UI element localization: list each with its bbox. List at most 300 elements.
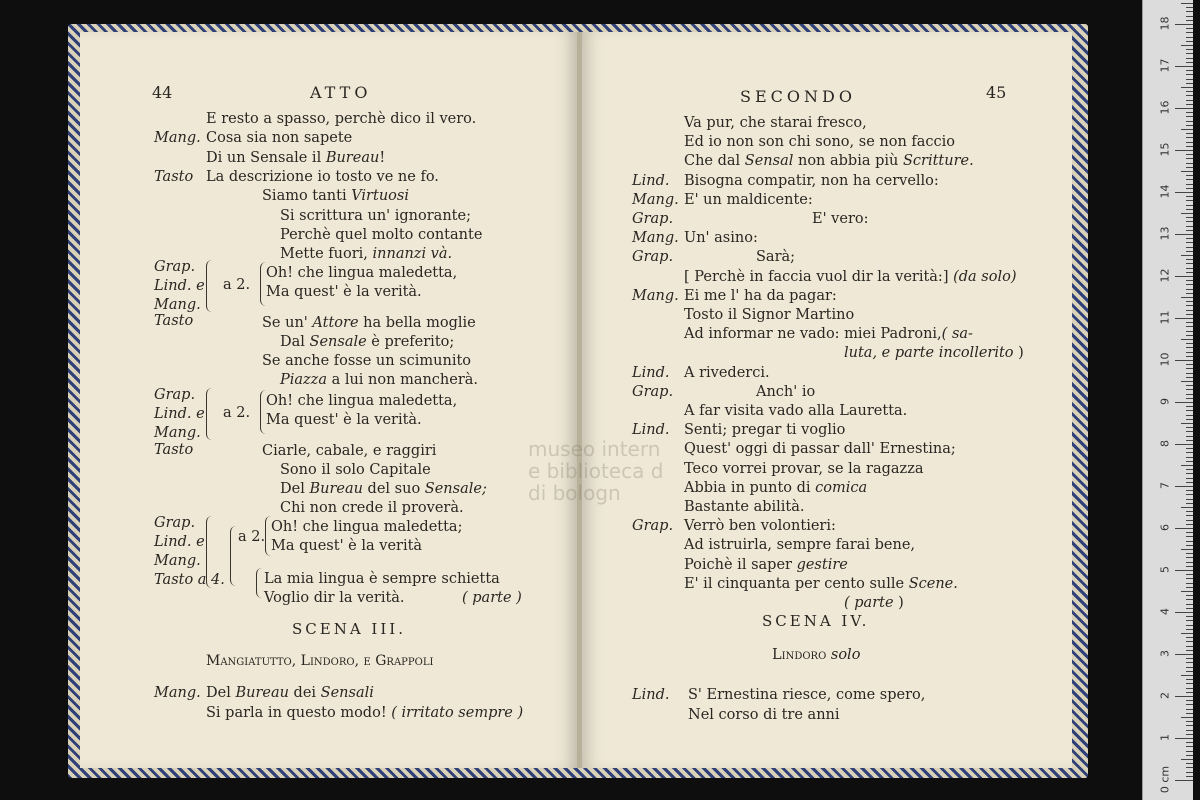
verse-italic: Scene. bbox=[908, 575, 958, 592]
ruler-tick bbox=[1181, 675, 1193, 676]
verse-text: Teco vorrei provar, se la ragazza bbox=[684, 460, 924, 477]
verse-italic: Sensali bbox=[320, 685, 374, 701]
verse-text: Sono il solo Capitale bbox=[280, 462, 431, 478]
ruler-tick bbox=[1181, 129, 1193, 130]
verse-line bbox=[280, 245, 452, 263]
ruler-tick bbox=[1186, 49, 1193, 50]
ruler-tick bbox=[1186, 11, 1193, 12]
verse-line bbox=[684, 268, 1016, 286]
ruler-tick bbox=[1186, 70, 1193, 71]
ruler-tick bbox=[1186, 608, 1193, 609]
ruler-tick bbox=[1186, 305, 1193, 306]
ruler-tick bbox=[1186, 58, 1193, 59]
ruler-tick bbox=[1186, 121, 1193, 122]
verse-text: del suo bbox=[362, 481, 425, 497]
verse-italic: Bureau bbox=[309, 481, 363, 497]
ruler-tick bbox=[1186, 259, 1193, 260]
verse-text: Di un Sensale il bbox=[206, 149, 326, 166]
ruler-tick bbox=[1186, 356, 1193, 357]
verse-line bbox=[280, 461, 431, 479]
verse-line: Oh! che lingua maledetta, bbox=[266, 393, 458, 409]
ruler-tick bbox=[1186, 713, 1193, 714]
ruler-tick bbox=[1186, 637, 1193, 638]
ruler-tick bbox=[1186, 41, 1193, 42]
ruler-label: 10 bbox=[1158, 352, 1172, 367]
ruler-tick bbox=[1186, 662, 1193, 663]
ruler-tick bbox=[1186, 566, 1193, 567]
verse-text: dei bbox=[288, 685, 321, 701]
verse-line bbox=[262, 352, 471, 370]
ruler-tick bbox=[1186, 692, 1193, 693]
verse-line bbox=[684, 114, 867, 132]
ruler-tick bbox=[1181, 255, 1193, 256]
verse-text: Se anche fosse un scimunito bbox=[262, 353, 472, 369]
ruler-tick bbox=[1186, 326, 1193, 327]
ruler-tick bbox=[1186, 536, 1193, 537]
ruler-tick bbox=[1186, 448, 1193, 449]
ruler-tick bbox=[1186, 280, 1193, 281]
verse-italic: innanzi và. bbox=[372, 246, 453, 263]
brace-mark bbox=[206, 388, 212, 440]
verse-text: Va pur, che starai fresco, bbox=[684, 115, 867, 131]
ruler-tick bbox=[1186, 74, 1193, 75]
ruler-tick bbox=[1175, 528, 1193, 529]
verse-text: [ Perchè in faccia vuol dir la verità:] bbox=[684, 268, 954, 285]
ruler-tick bbox=[1175, 24, 1193, 25]
brace-mark bbox=[256, 568, 262, 598]
speaker-label: Lind. e bbox=[154, 534, 205, 550]
ruler-label: 2 bbox=[1158, 692, 1172, 699]
ruler-tick bbox=[1186, 389, 1193, 390]
ruler-tick bbox=[1186, 562, 1193, 563]
ruler-tick bbox=[1186, 83, 1193, 84]
ruler-tick bbox=[1186, 541, 1193, 542]
ruler-tick bbox=[1186, 730, 1193, 731]
ruler-tick bbox=[1186, 322, 1193, 323]
verse-text: Cosa sia non sapete bbox=[206, 130, 353, 147]
ruler-label: 1 bbox=[1158, 734, 1172, 741]
ruler-tick bbox=[1186, 20, 1193, 21]
ruler-tick bbox=[1186, 268, 1193, 269]
ruler-tick bbox=[1186, 314, 1193, 315]
ruler-tick bbox=[1181, 465, 1193, 466]
ruler-tick bbox=[1186, 721, 1193, 722]
verse-line bbox=[280, 480, 487, 498]
verse-line bbox=[756, 383, 815, 401]
ruler-tick bbox=[1186, 725, 1193, 726]
ruler-tick bbox=[1186, 247, 1193, 248]
ruler-tick bbox=[1175, 192, 1193, 193]
speaker-label: Tasto bbox=[154, 313, 194, 329]
ruler-tick bbox=[1186, 625, 1193, 626]
ruler-tick bbox=[1186, 515, 1193, 516]
verse-line bbox=[684, 575, 958, 593]
ruler-tick bbox=[1186, 347, 1193, 348]
ruler-tick bbox=[1186, 658, 1193, 659]
ruler-tick bbox=[1175, 738, 1193, 739]
verse-italic: Sensale; bbox=[424, 481, 487, 497]
verse-line bbox=[684, 517, 836, 535]
ruler-tick bbox=[1186, 142, 1193, 143]
ruler-label: 13 bbox=[1158, 226, 1172, 241]
ruler-tick bbox=[1186, 641, 1193, 642]
running-head: SECONDO bbox=[740, 87, 856, 106]
ruler-tick bbox=[1181, 591, 1193, 592]
verse-text: non abbia più bbox=[793, 153, 903, 170]
verse-line bbox=[206, 110, 476, 128]
book-spread bbox=[68, 24, 1088, 778]
ruler-tick bbox=[1186, 520, 1193, 521]
verse-line bbox=[280, 371, 478, 389]
ruler-tick bbox=[1186, 461, 1193, 462]
ruler-tick bbox=[1186, 410, 1193, 411]
ruler-tick bbox=[1175, 108, 1193, 109]
ruler-tick bbox=[1186, 499, 1193, 500]
verse-line bbox=[684, 191, 813, 209]
scene-cast bbox=[772, 646, 860, 664]
verse-line bbox=[684, 152, 974, 170]
ruler-label: 17 bbox=[1158, 58, 1172, 73]
verse-text: Sarà; bbox=[756, 249, 796, 266]
ruler-tick bbox=[1186, 574, 1193, 575]
watermark-line: di bologn bbox=[528, 481, 621, 505]
verse-line bbox=[688, 706, 840, 724]
ruler-tick bbox=[1186, 62, 1193, 63]
ruler-tick bbox=[1186, 629, 1193, 630]
verse-text: Ad informar ne vado: miei Padroni, bbox=[684, 326, 942, 343]
ruler-tick bbox=[1186, 557, 1193, 558]
ruler-tick bbox=[1186, 226, 1193, 227]
brace-mark bbox=[206, 260, 212, 312]
verse-line bbox=[206, 129, 352, 147]
speaker-label: Mang. bbox=[154, 685, 201, 701]
speaker-label: Grap. bbox=[632, 249, 674, 266]
ruler-tick bbox=[1186, 7, 1193, 8]
ruler-tick bbox=[1175, 402, 1193, 403]
ruler-tick bbox=[1181, 297, 1193, 298]
verse-text: E' vero: bbox=[812, 211, 869, 227]
ruler-tick bbox=[1186, 415, 1193, 416]
verse-text: Un' asino: bbox=[684, 230, 758, 247]
verse-line bbox=[280, 333, 454, 351]
verse-text: E resto a spasso, perchè dico il vero. bbox=[206, 111, 477, 127]
ruler-label: 8 bbox=[1158, 440, 1172, 447]
ruler-tick bbox=[1186, 503, 1193, 504]
verse-line: La mia lingua è sempre schietta bbox=[264, 571, 500, 587]
ruler-tick bbox=[1186, 79, 1193, 80]
ruler-tick bbox=[1175, 486, 1193, 487]
ruler-tick bbox=[1186, 352, 1193, 353]
verse-italic: ( irritato sempre ) bbox=[391, 705, 524, 721]
ruler-tick bbox=[1186, 37, 1193, 38]
ruler-tick bbox=[1186, 238, 1193, 239]
verse-text: Bisogna compatir, non ha cervello: bbox=[684, 172, 939, 189]
verse-italic: ( sa- bbox=[941, 326, 973, 343]
ruler-tick bbox=[1186, 368, 1193, 369]
ruler-tick bbox=[1186, 671, 1193, 672]
ruler-tick bbox=[1186, 272, 1193, 273]
speaker-label: Mang. bbox=[154, 297, 201, 313]
ruler-tick bbox=[1186, 200, 1193, 201]
ruler-tick bbox=[1186, 511, 1193, 512]
ruler-tick bbox=[1186, 209, 1193, 210]
speaker-label: Mang. bbox=[154, 553, 201, 569]
speaker-label: Grap. bbox=[154, 259, 196, 275]
ruler-tick bbox=[1186, 179, 1193, 180]
speaker-label: Mang. bbox=[154, 425, 201, 441]
a-due-marker: a 2. bbox=[223, 277, 251, 293]
ruler-tick bbox=[1186, 373, 1193, 374]
ruler-tick bbox=[1186, 650, 1193, 651]
verse-text: A far visita vado alla Lauretta. bbox=[684, 403, 908, 419]
verse-line bbox=[684, 498, 805, 516]
verse-line bbox=[684, 306, 854, 324]
verse-italic: Bureau bbox=[325, 149, 380, 166]
ruler-tick bbox=[1186, 196, 1193, 197]
verse-line bbox=[684, 402, 907, 420]
watermark bbox=[528, 438, 663, 504]
verse-text: La descrizione io tosto ve ne fo. bbox=[206, 168, 439, 185]
ruler-tick bbox=[1186, 709, 1193, 710]
verse-line: Voglio dir la verità. bbox=[264, 590, 405, 606]
ruler-tick bbox=[1186, 301, 1193, 302]
scene-title: SCENA III. bbox=[292, 620, 406, 638]
verse-text: Senti; pregar ti voglio bbox=[684, 422, 846, 439]
ruler-tick bbox=[1186, 32, 1193, 33]
ruler-tick bbox=[1175, 570, 1193, 571]
verse-text: E' il cinquanta per cento sulle bbox=[684, 575, 909, 592]
ruler-label: 16 bbox=[1158, 100, 1172, 115]
ruler-tick bbox=[1186, 343, 1193, 344]
ruler-tick bbox=[1186, 16, 1193, 17]
ruler-tick bbox=[1186, 473, 1193, 474]
ruler-tick bbox=[1186, 419, 1193, 420]
ruler-tick bbox=[1186, 604, 1193, 605]
verse-text: Del bbox=[280, 481, 310, 497]
ruler-tick bbox=[1186, 776, 1193, 777]
verse-text: Poichè il saper bbox=[684, 556, 797, 573]
ruler-tick bbox=[1186, 310, 1193, 311]
ruler-tick bbox=[1186, 772, 1193, 773]
verse-text: ! bbox=[379, 149, 386, 166]
ruler-tick bbox=[1186, 532, 1193, 533]
scene-cast-note: solo bbox=[830, 647, 861, 663]
verse-italic: (da solo) bbox=[953, 268, 1017, 285]
ruler-tick bbox=[1181, 423, 1193, 424]
ruler-tick bbox=[1186, 751, 1193, 752]
left-page bbox=[80, 32, 577, 768]
verse-text: è preferito; bbox=[366, 334, 455, 350]
ruler-tick bbox=[1186, 230, 1193, 231]
ruler-tick bbox=[1186, 91, 1193, 92]
running-head: ATTO bbox=[310, 83, 372, 102]
measuring-ruler bbox=[1142, 0, 1193, 800]
ruler-tick bbox=[1175, 654, 1193, 655]
speaker-label: Lind. bbox=[632, 422, 670, 439]
verse-line bbox=[206, 684, 374, 702]
verse-line: Ma quest' è la verità. bbox=[266, 284, 422, 300]
verse-line bbox=[684, 364, 770, 382]
ruler-tick bbox=[1186, 251, 1193, 252]
verse-line: Oh! che lingua maledetta; bbox=[271, 519, 463, 535]
verse-text: Ad istruirla, sempre farai bene, bbox=[684, 537, 916, 554]
ruler-tick bbox=[1186, 175, 1193, 176]
ruler-tick bbox=[1186, 490, 1193, 491]
verse-text: Chi non crede il proverà. bbox=[280, 500, 464, 516]
verse-line bbox=[684, 460, 923, 478]
ruler-tick bbox=[1186, 478, 1193, 479]
verse-italic: luta, e parte incollerito bbox=[844, 345, 1014, 362]
ruler-tick bbox=[1186, 746, 1193, 747]
ruler-tick bbox=[1186, 545, 1193, 546]
ruler-tick bbox=[1186, 100, 1193, 101]
verse-line bbox=[684, 229, 758, 247]
verse-text: E' un maldicente: bbox=[684, 191, 813, 208]
speaker-label: Mang. bbox=[632, 230, 679, 247]
ruler-tick bbox=[1186, 377, 1193, 378]
ruler-label: 14 bbox=[1158, 184, 1172, 199]
ruler-tick bbox=[1186, 284, 1193, 285]
scene-cast: Mangiatutto, Lindoro, e Grappoli bbox=[206, 653, 434, 669]
speaker-label: Grap. bbox=[154, 515, 196, 531]
ruler-tick bbox=[1186, 188, 1193, 189]
ruler-tick bbox=[1186, 700, 1193, 701]
ruler-tick bbox=[1175, 444, 1193, 445]
verse-text: a lui non mancherà. bbox=[326, 372, 479, 388]
verse-line bbox=[688, 686, 925, 704]
verse-line bbox=[756, 248, 795, 266]
ruler-tick bbox=[1186, 440, 1193, 441]
ruler-tick bbox=[1186, 158, 1193, 159]
ruler-tick bbox=[1175, 696, 1193, 697]
verse-line: Ma quest' è la verità bbox=[271, 538, 423, 554]
ruler-tick bbox=[1186, 704, 1193, 705]
scene-cast-name: Lindoro bbox=[772, 647, 831, 663]
verse-line bbox=[280, 226, 482, 244]
ruler-tick bbox=[1186, 482, 1193, 483]
ruler-tick bbox=[1181, 507, 1193, 508]
verse-line bbox=[684, 325, 973, 343]
ruler-tick bbox=[1186, 427, 1193, 428]
ruler-tick bbox=[1175, 234, 1193, 235]
ruler-tick bbox=[1181, 339, 1193, 340]
ruler-tick bbox=[1186, 137, 1193, 138]
verse-line bbox=[684, 172, 939, 190]
verse-line bbox=[262, 314, 476, 332]
speaker-label: Grap. bbox=[632, 211, 674, 227]
watermark-line: museo intern bbox=[528, 437, 661, 461]
verse-text: Verrò ben volontieri: bbox=[684, 518, 836, 535]
ruler-label: 15 bbox=[1158, 142, 1172, 157]
verse-text: Siamo tanti bbox=[262, 188, 352, 205]
ruler-tick bbox=[1186, 688, 1193, 689]
ruler-tick bbox=[1186, 163, 1193, 164]
verse-line bbox=[280, 207, 471, 225]
ruler-tick bbox=[1186, 457, 1193, 458]
verse-text: Ed io non son chi sono, se non faccio bbox=[684, 134, 956, 151]
ruler-tick bbox=[1186, 112, 1193, 113]
ruler-tick bbox=[1186, 221, 1193, 222]
ruler-tick bbox=[1175, 612, 1193, 613]
ruler-tick bbox=[1181, 381, 1193, 382]
ruler-tick bbox=[1186, 578, 1193, 579]
ruler-tick bbox=[1186, 683, 1193, 684]
ruler-tick bbox=[1181, 213, 1193, 214]
verse-text: Del bbox=[206, 685, 236, 701]
verse-text: Si parla in questo modo! bbox=[206, 705, 392, 721]
ruler-tick bbox=[1186, 95, 1193, 96]
verse-text: Perchè quel molto contante bbox=[280, 226, 483, 243]
ruler-tick bbox=[1175, 276, 1193, 277]
ruler-tick bbox=[1186, 494, 1193, 495]
verse-line bbox=[206, 168, 439, 186]
ruler-tick bbox=[1186, 242, 1193, 243]
ruler-tick bbox=[1181, 717, 1193, 718]
ruler-tick bbox=[1186, 28, 1193, 29]
ruler-label: 11 bbox=[1158, 310, 1172, 325]
ruler-tick bbox=[1186, 763, 1193, 764]
verse-text: Bastante abilità. bbox=[684, 499, 805, 515]
ruler-tick bbox=[1186, 469, 1193, 470]
verse-italic: Attore bbox=[312, 315, 359, 331]
ruler-tick bbox=[1186, 452, 1193, 453]
ruler-tick bbox=[1186, 595, 1193, 596]
ruler-tick bbox=[1186, 767, 1193, 768]
ruler-tick bbox=[1186, 667, 1193, 668]
page-number: 45 bbox=[986, 83, 1007, 102]
speaker-label: Tasto a 4. bbox=[154, 572, 225, 588]
ruler-tick bbox=[1186, 217, 1193, 218]
speaker-label: Lind. bbox=[632, 172, 670, 189]
ruler-tick bbox=[1186, 184, 1193, 185]
verse-line bbox=[844, 344, 1024, 362]
ruler-tick bbox=[1186, 335, 1193, 336]
verse-text: ) bbox=[1013, 345, 1024, 362]
verse-italic: ( parte bbox=[844, 595, 894, 611]
ruler-tick bbox=[1175, 150, 1193, 151]
ruler-tick bbox=[1186, 431, 1193, 432]
ruler-tick bbox=[1186, 263, 1193, 264]
ruler-tick bbox=[1175, 318, 1193, 319]
ruler-tick bbox=[1186, 524, 1193, 525]
ruler-label: 7 bbox=[1158, 482, 1172, 489]
stage-direction: ( parte ) bbox=[462, 590, 522, 606]
a-due-marker: a 2. bbox=[238, 529, 266, 545]
ruler-tick bbox=[1186, 398, 1193, 399]
ruler-tick bbox=[1186, 205, 1193, 206]
ruler-tick bbox=[1186, 104, 1193, 105]
watermark-line: e biblioteca d bbox=[528, 459, 664, 483]
verse-text: Si scrittura un' ignorante; bbox=[280, 207, 471, 224]
speaker-label: Lind. bbox=[632, 687, 670, 703]
verse-line bbox=[812, 210, 869, 228]
verse-line bbox=[684, 421, 845, 439]
verse-text: Ciarle, cabale, e raggiri bbox=[262, 443, 437, 459]
speaker-label: Mang. bbox=[154, 130, 201, 147]
ruler-tick bbox=[1181, 633, 1193, 634]
ruler-tick bbox=[1186, 385, 1193, 386]
ruler-tick bbox=[1186, 583, 1193, 584]
verse-text: Ei me l' ha da pagar: bbox=[684, 287, 837, 304]
ruler-tick bbox=[1175, 66, 1193, 67]
ruler-tick bbox=[1186, 616, 1193, 617]
verse-text: S' Ernestina riesce, come spero, bbox=[688, 687, 926, 703]
verse-text: Quest' oggi di passar dall' Ernestina; bbox=[684, 441, 956, 458]
ruler-tick bbox=[1186, 293, 1193, 294]
verse-italic: Bureau bbox=[235, 685, 289, 701]
verse-line bbox=[684, 133, 955, 151]
speaker-label: Tasto bbox=[154, 168, 194, 185]
